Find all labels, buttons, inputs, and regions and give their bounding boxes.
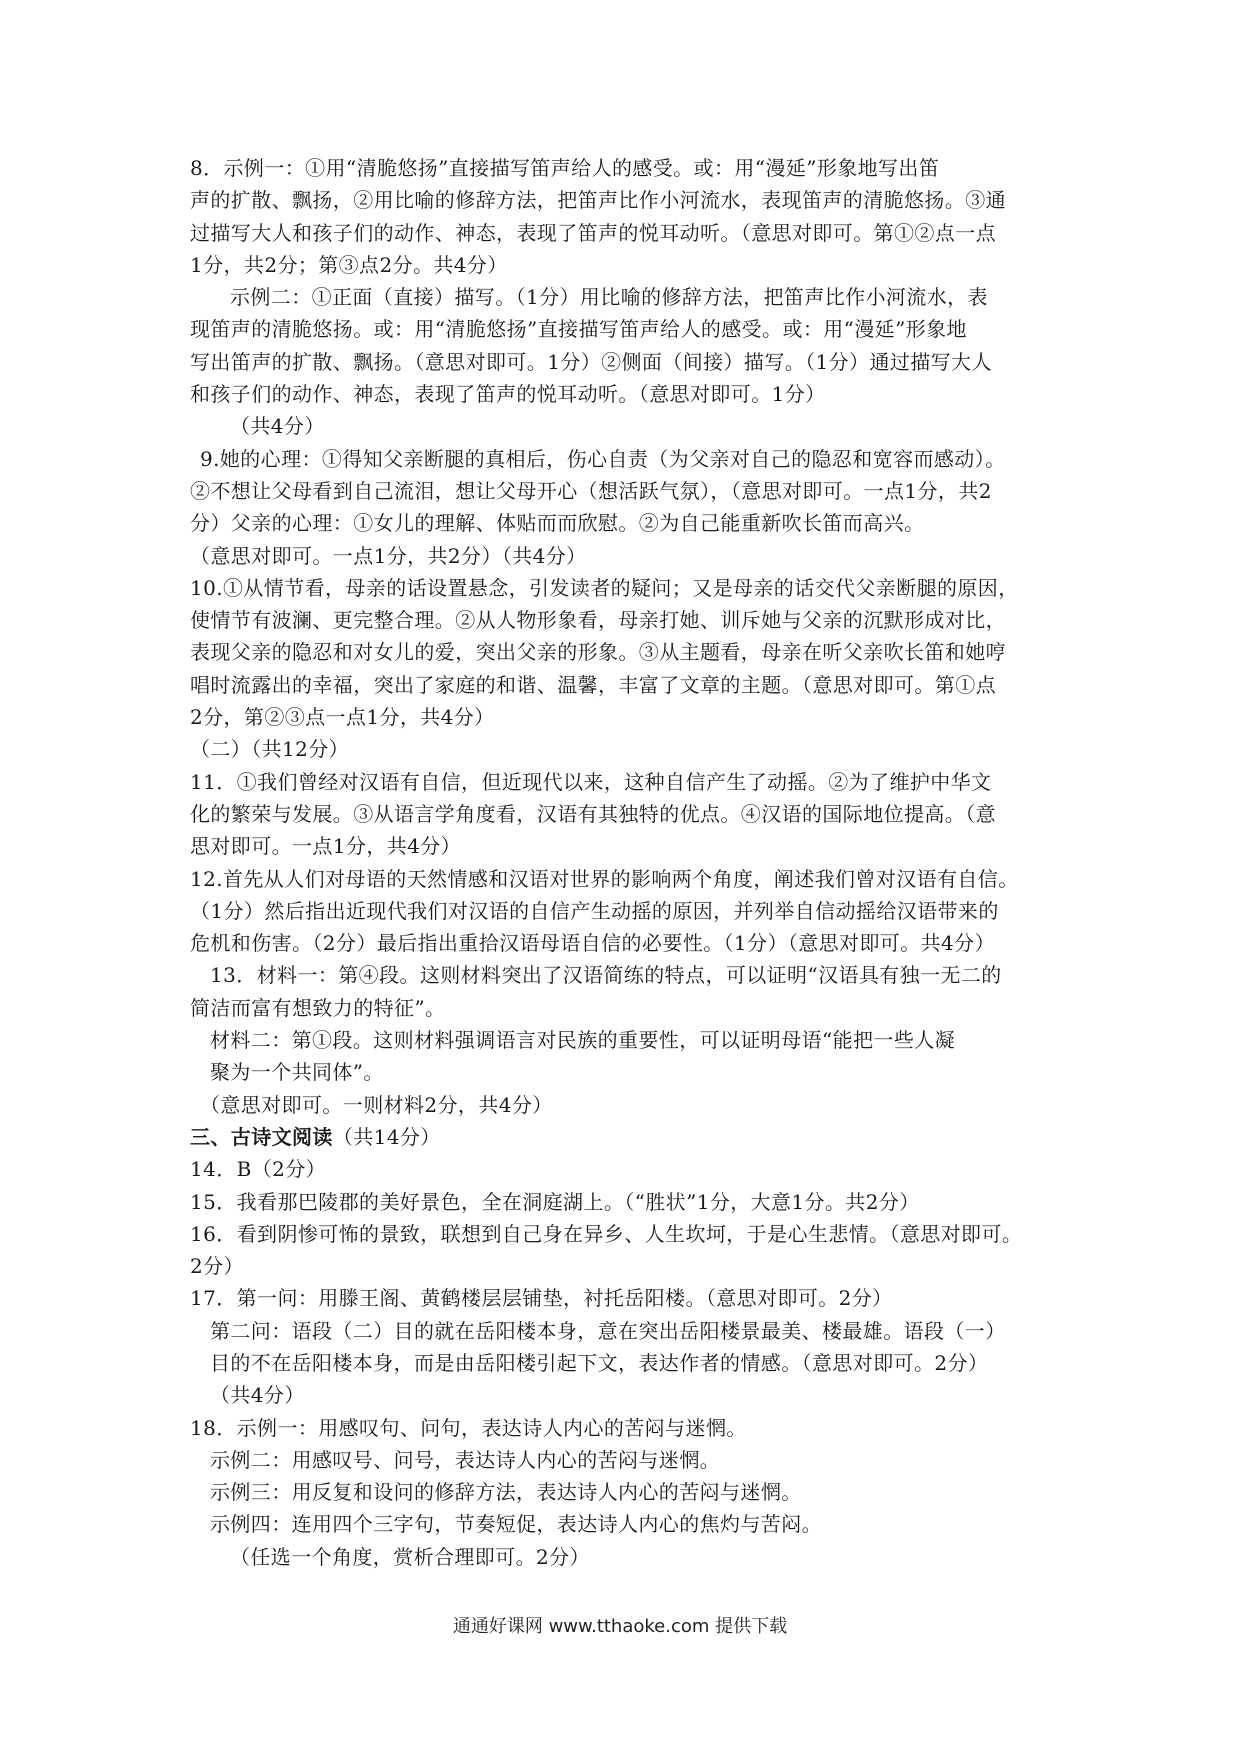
text-line-content: 10.①从情节看，母亲的话设置悬念，引发读者的疑问；又是母亲的话交代父亲断腿的原因， [190,575,1019,600]
text-line [190,443,1070,475]
text-line [190,1412,1070,1444]
text-line [190,184,1070,216]
text-line [190,313,1070,345]
text-line [190,830,1070,862]
text-line-content: 分）父亲的心理：①女儿的理解、体贴而而欣慰。②为自己能重新吹长笛而高兴。 [190,511,925,536]
text-line-content: 9.她的心理：①得知父亲断腿的真相后，伤心自责（为父亲对自己的隐忍和宽容而感动）。 [200,446,1006,471]
text-line-content: （1分）然后指出近现代我们对汉语的自信产生动摇的原因，并列举自信动摇给汉语带来的 [190,898,999,923]
text-line [190,1282,1070,1314]
text-line [190,281,1070,313]
text-line-content: 简洁而富有想致力的特征”。 [190,995,446,1020]
text-line [190,249,1070,281]
text-line [190,217,1070,249]
text-line [190,152,1070,184]
text-line [190,992,1070,1024]
text-line [190,1541,1070,1573]
text-line-content: 聚为一个共同体”。 [210,1060,384,1085]
text-line [190,733,1070,765]
text-line [190,604,1070,636]
text-line-content: 16．看到阴惨可怖的景致，联想到自己身在异乡、人生坎坷，于是心生悲情。（意思对即可。 [190,1221,1023,1246]
text-line [190,1024,1070,1056]
text-line [190,959,1070,991]
text-line-content: ②不想让父母看到自己流泪，想让父母开心（想活跃气氛），（意思对即可。一点1分，共2 [190,478,992,503]
text-line [190,1476,1070,1508]
text-line-content: 15．我看那巴陵郡的美好景色，全在洞庭湖上。（“胜状”1分，大意1分。共2分） [190,1189,920,1214]
text-line-content: 使情节有波澜、更完整合理。②从人物形象看，母亲打她、训斥她与父亲的沉默形成对比， [190,608,1006,633]
text-line-content: （意思对即可。一则材料2分，共4分） [200,1092,553,1117]
text-line [190,927,1070,959]
text-line-content: （共4分） [210,1383,305,1408]
text-line [190,1379,1070,1411]
text-line-content: 13．材料一：第④段。这则材料突出了汉语简练的特点，可以证明“汉语具有独一无二的 [210,963,1002,988]
text-line [190,701,1070,733]
text-line-content: 14．B（2分） [190,1157,327,1182]
text-line-content: 写出笛声的扩散、飘扬。（意思对即可。1分）②侧面（间接）描写。（1分）通过描写大人 [190,349,992,374]
text-line [190,1218,1070,1250]
text-line-content: 1分，共2分；第③点2分。共4分） [190,252,508,277]
text-line-content: 声的扩散、飘扬，②用比喻的修辞方法，把笛声比作小河流水，表现笛声的清脆悠扬。③通 [190,188,1006,213]
answer-key-body [190,152,1070,1573]
text-line [190,863,1070,895]
text-line [190,540,1070,572]
text-line-content: 11．①我们曾经对汉语有自信，但近现代以来，这种自信产生了动摇。②为了维护中华文 [190,769,992,794]
text-line [190,1056,1070,1088]
text-line [190,1153,1070,1185]
text-line [190,346,1070,378]
text-line-content: 和孩子们的动作、神态，表现了笛声的悦耳动听。（意思对即可。1分） [190,382,826,407]
text-line [190,1347,1070,1379]
text-line [190,475,1070,507]
text-line [190,1089,1070,1121]
text-line-content: 8．示例一：①用“清脆悠扬”直接描写笛声给人的感受。或：用“漫延”形象地写出笛 [190,156,940,180]
section-heading-points: （共14分） [332,1124,441,1149]
section-heading [190,1121,1070,1153]
text-line-content: 化的繁荣与发展。③从语言学角度看，汉语有其独特的优点。④汉语的国际地位提高。（意 [190,801,996,826]
text-line [190,1315,1070,1347]
text-line [190,895,1070,927]
text-line [190,798,1070,830]
text-line [190,636,1070,668]
text-line [190,1186,1070,1218]
text-line [190,1508,1070,1540]
text-line-content: 唱时流露出的幸福，突出了家庭的和谐、温馨，丰富了文章的主题。（意思对即可。第①点 [190,672,996,697]
text-line-content: 过描写大人和孩子们的动作、神态，表现了笛声的悦耳动听。（意思对即可。第①②点一点 [190,220,996,245]
text-line-content: 示例四：连用四个三字句，节奏短促，表达诗人内心的焦灼与苦闷。 [210,1512,822,1537]
text-line [190,1250,1070,1282]
text-line-content: 危机和伤害。（2分）最后指出重拾汉语母语自信的必要性。（1分）（意思对即可。共4分） [190,931,995,956]
text-line-content: 材料二：第①段。这则材料强调语言对民族的重要性，可以证明母语“能把一些人凝 [210,1028,956,1053]
text-line-content: 目的不在岳阳楼本身，而是由岳阳楼引起下文，表达作者的情感。（意思对即可。2分） [210,1350,989,1375]
page-footer: 通通好课网 www.tthaoke.com 提供下载 [452,1616,788,1637]
text-line-content: 2分） [190,1254,244,1279]
text-line-content: 示例二：①正面（直接）描写。（1分）用比喻的修辞方法，把笛声比作小河流水，表 [230,285,988,310]
text-line-content: （任选一个角度，赏析合理即可。2分） [230,1544,590,1569]
text-line-content: 17．第一问：用滕王阁、黄鹤楼层层铺垫，衬托岳阳楼。（意思对即可。2分） [190,1286,893,1311]
text-line-content: 12.首先从人们对母语的天然情感和汉语对世界的影响两个角度，阐述我们曾对汉语有自信。 [190,866,1019,891]
text-line-content: 2分，第②③点一点1分，共4分） [190,705,495,730]
section-heading-title: 三、古诗文阅读 [190,1124,333,1149]
text-line [190,766,1070,798]
text-line [190,1444,1070,1476]
text-line-content: （意思对即可。一点1分，共2分）（共4分） [190,543,587,568]
text-line-content: 示例三：用反复和设问的修辞方法，表达诗人内心的苦闷与迷惘。 [210,1480,802,1505]
text-line [190,669,1070,701]
text-line-content: （二）（共12分） [190,737,350,762]
text-line-content: 现笛声的清脆悠扬。或：用“清脆悠扬”直接描写笛声给人的感受。或：用“漫延”形象地 [190,317,967,342]
text-line [190,378,1070,410]
text-line [190,572,1070,604]
text-line-content: （共4分） [230,414,325,439]
text-line-content: 18．示例一：用感叹句、问句，表达诗人内心的苦闷与迷惘。 [190,1415,747,1440]
text-line-content: 表现父亲的隐忍和对女儿的爱，突出父亲的形象。③从主题看，母亲在听父亲吹长笛和她哼 [190,640,1006,665]
text-line-content: 第二问：语段（二）目的就在岳阳楼本身，意在突出岳阳楼景最美、楼最雄。语段（一） [210,1318,1006,1343]
text-line-content: 思对即可。一点1分，共4分） [190,834,462,859]
text-line-content: 示例二：用感叹号、问号，表达诗人内心的苦闷与迷惘。 [210,1447,720,1472]
text-line [190,410,1070,442]
text-line [190,507,1070,539]
